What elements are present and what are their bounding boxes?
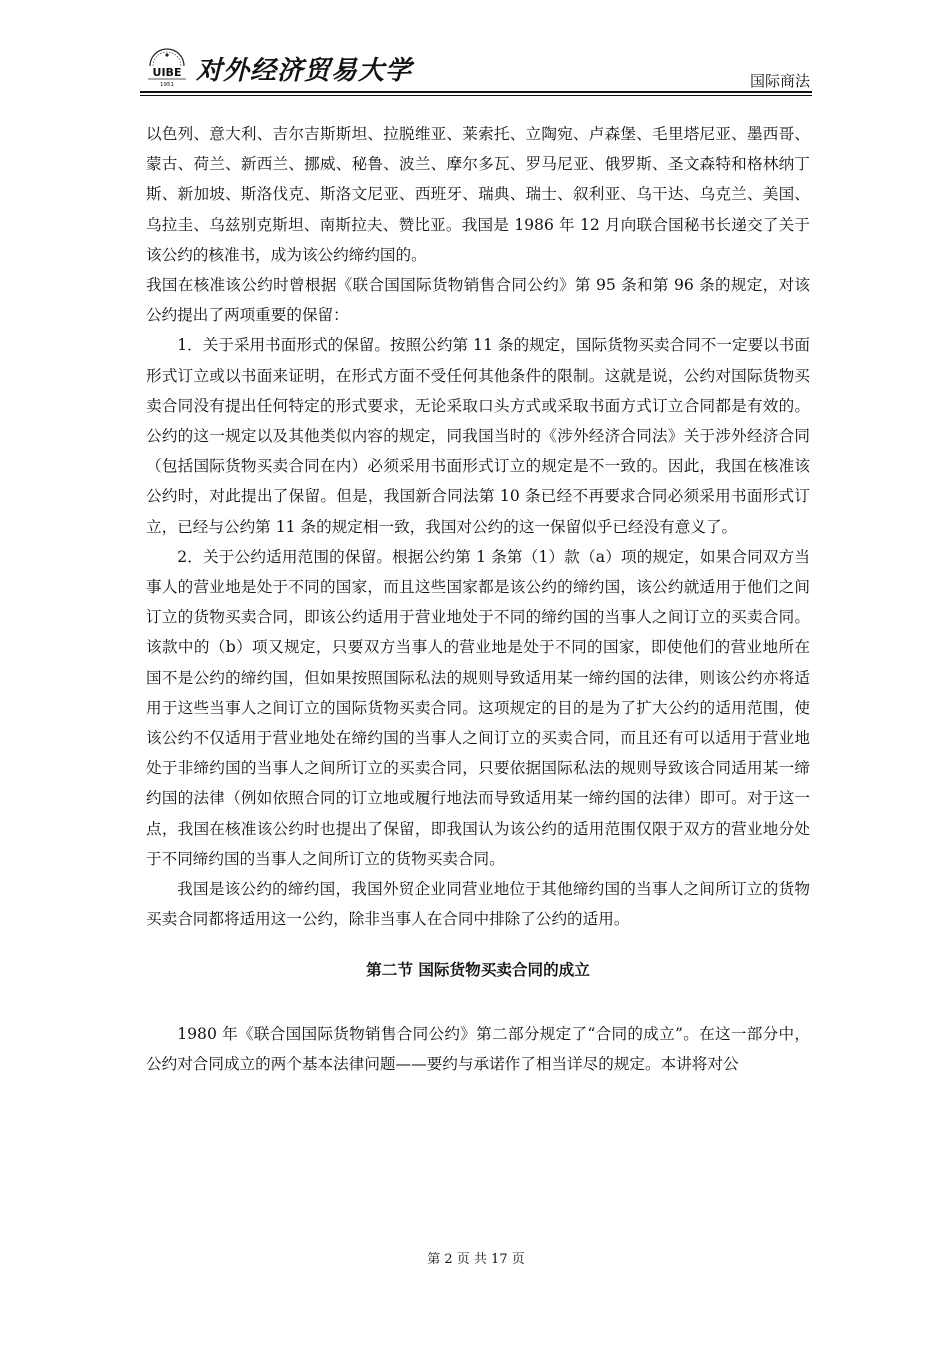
page-number: 第 2 页 共 17 页 (427, 1252, 525, 1267)
paragraph-reservations-intro: 我国在核准该公约时曾根据《联合国国际货物销售合同公约》第 95 条和第 96 条的规定，对该公约提出了两项重要的保留： (146, 276, 810, 325)
logo-text: UIBE (152, 66, 182, 79)
paragraph-contract-formation: 1980 年《联合国国际货物销售合同公约》第二部分规定了“合同的成立”。在这一部分中，公约对合同成立的两个基本法律问题——要约与承诺作了相当详尽的规定。本讲将对公 (146, 1024, 810, 1073)
paragraph-scope-reservation: 2．关于公约适用范围的保留。根据公约第 1 条第（1）款（a）项的规定，如果合同双方当事人的营业地是处于不同的国家，而且这些国家都是该公约的缔约国，该公约就适用于他们之间订立的货物买卖合同，即该公约适用于营业地处于不同的缔约国的当事人之间订立的买卖合同。该款中的（b）项又规定，只要双方当事人的营业地是处于不同的国家，即使他们的营业地所在国不是公约的缔约国，但如果按照国际私法的规则导致适用某一缔约国的法律，则该公约亦将适用于这些当事人之间订立的国际货物买卖合同。这项规定的目的是为了扩大公约的适用范围，使该公约不仅适用于营业地处在缔约国的当事人之间订立的买卖合同，而且还有可以适用于营业地处于非缔约国的当事人之间所订立的买卖合同，只要依据国际私法的规则导致该合同适用某一缔约国的法律（例如依照合同的订立地或履行地法而导致适用某一缔约国的法律）即可。对于这一点，我国在核准该公约时也提出了保留，即我国认为该公约的适用范围仅限于双方的营业地分处于不同缔约国的当事人之间所订立的货物买卖合同。 (146, 547, 810, 868)
university-logo (144, 46, 190, 88)
paragraph-written-form-reservation: 1．关于采用书面形式的保留。按照公约第 11 条的规定，国际货物买卖合同不一定要以书面形式订立或以书面来证明，在形式方面不受任何其他条件的限制。这就是说，公约对国际货物买卖合同没有提出任何特定的形式要求，无论采取口头方式或采取书面方式订立合同都是有效的。公约的这一规定以及其他类似内容的规定，同我国当时的《涉外经济合同法》关于涉外经济合同（包括国际货物买卖合同在内）必须采用书面形式订立的规定是不一致的。因此，我国在核准该公约时，对此提出了保留。但是，我国新合同法第 10 条已经不再要求合同必须采用书面形式订立，已经与公约第 11 条的规定相一致，我国对公约的这一保留似乎已经没有意义了。 (146, 336, 810, 536)
section-heading: 第二节 国际货物买卖合同的成立 (366, 961, 590, 980)
document-body (146, 119, 810, 1079)
header-rule (140, 91, 812, 93)
paragraph-contracting-state: 我国是该公约的缔约国，我国外贸企业同营业地位于其他缔约国的当事人之间所订立的货物买卖合同都将适用这一公约，除非当事人在合同中排除了公约的适用。 (146, 880, 810, 929)
paragraph-country-list: 以色列、意大利、吉尔吉斯斯坦、拉脱维亚、莱索托、立陶宛、卢森堡、毛里塔尼亚、墨西哥、蒙古、荷兰、新西兰、挪威、秘鲁、波兰、摩尔多瓦、罗马尼亚、俄罗斯、圣文森特和格林纳丁斯、新加坡、斯洛伐克、斯洛文尼亚、西班牙、瑞典、瑞士、叙利亚、乌干达、乌克兰、美国、乌拉圭、乌兹别克斯坦、南斯拉夫、赞比亚。我国是 1986 年 12 月向联合国秘书长递交了关于该公约的核准书，成为该公约缔约国的。 (146, 125, 810, 264)
page-header (140, 40, 812, 94)
course-title: 国际商法 (749, 72, 810, 90)
logo-year: 1951 (160, 82, 174, 88)
university-name: 对外经济贸易大学 (196, 56, 413, 86)
header-rule-thin (140, 95, 812, 96)
